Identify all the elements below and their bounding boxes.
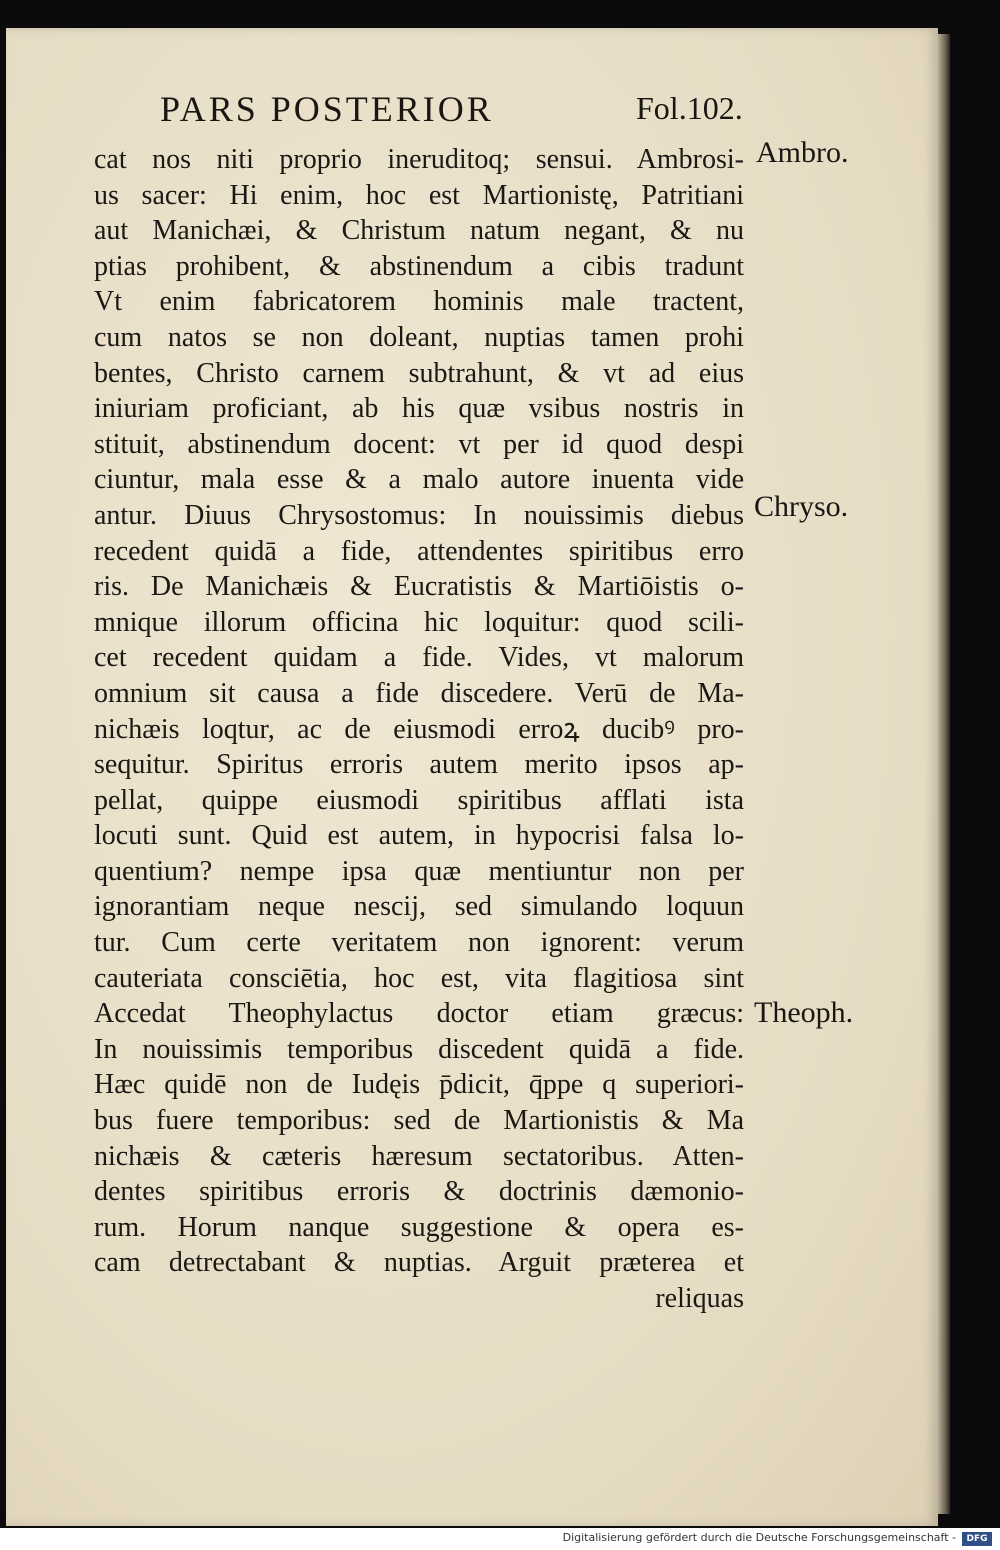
text-line: ptias prohibent, & abstinendum a cibis tradunt — [94, 250, 744, 282]
margin-note-ambrosius: Ambro. — [756, 136, 849, 169]
text-line: recedent quidā a fide, attendentes spiritibus erro — [94, 535, 744, 567]
text-line: ignorantiam neque nescij, sed simulando loquun — [94, 891, 744, 923]
text-line: bus fuere temporibus: sed de Martionistis & Ma — [94, 1105, 744, 1137]
text-line: antur. Diuus Chrysostomus: In nouissimis diebus — [94, 499, 744, 531]
text-line: cet recedent quidam a fide. Vides, vt malorum — [94, 642, 744, 674]
dfg-logo: DFG — [962, 1532, 992, 1546]
main-text-block — [94, 142, 744, 1317]
text-line: locuti sunt. Quid est autem, in hypocrisi falsa lo- — [94, 820, 744, 852]
page-edge — [938, 34, 950, 1514]
margin-note-chrysostomus: Chryso. — [754, 490, 849, 523]
text-line: Accedat Theophylactus doctor etiam græcus: — [94, 998, 744, 1030]
margin-note-theophylactus: Theoph. — [754, 996, 854, 1029]
text-line: cauteriata consciētia, hoc est, vita flagitiosa sint — [94, 962, 744, 994]
text-line: aut Manichæi, & Christum natum negant, & nu — [94, 215, 744, 247]
text-line: rum. Horum nanque suggestione & opera es- — [94, 1211, 744, 1243]
folio-number: Fol.102. — [636, 90, 743, 126]
text-line: cat nos niti proprio ineruditoq; sensui. Ambrosi- — [94, 144, 744, 175]
text-line: quentium? nempe ipsa quæ mentiuntur non per — [94, 855, 744, 887]
text-line: tur. Cum certe veritatem non ignorent: verum — [94, 927, 744, 959]
text-line: dentes spiritibus erroris & doctrinis dæmonio- — [94, 1176, 744, 1208]
text-line: bentes, Christo carnem subtrahunt, & vt ad eius — [94, 357, 744, 389]
text-line: In nouissimis temporibus discedent quidā a fide. — [94, 1033, 744, 1065]
text-line: nichæis loqtur, ac de eiusmodi erroꝝ ducibꝰ pro- — [94, 713, 744, 745]
catchword: reliquas — [655, 1283, 744, 1314]
running-head-title: PARS POSTERIOR — [160, 89, 494, 129]
text-line: Hæc quidē non de Iudęis p̄dicit, q̄ppe q superiori- — [94, 1069, 744, 1101]
text-line: ris. De Manichæis & Eucratistis & Martiōistis o- — [94, 571, 744, 603]
text-line: pellat, quippe eiusmodi spiritibus afflati ista — [94, 784, 744, 816]
footer-bar — [0, 1528, 1000, 1550]
text-line: cum natos se non doleant, nuptias tamen prohi — [94, 321, 744, 353]
text-line: cam detrectabant & nuptias. Arguit præterea et — [94, 1247, 744, 1279]
text-line: us sacer: Hi enim, hoc est Martionistę, Patritiani — [94, 179, 744, 211]
running-head — [160, 88, 760, 132]
text-line: Vt enim fabricatorem hominis male tractent, — [94, 286, 744, 318]
text-line: mnique illorum officina hic loquitur: quod scili- — [94, 606, 744, 638]
text-line: omnium sit causa a fide discedere. Verū de Ma- — [94, 677, 744, 709]
text-line: sequitur. Spiritus erroris autem merito ipsos ap- — [94, 749, 744, 781]
funding-credit: Digitalisierung gefördert durch die Deutsche Forschungsgemeinschaft - — [562, 1531, 956, 1544]
text-line: nichæis & cæteris hæresum sectatoribus. Atten- — [94, 1140, 744, 1172]
text-line: iniuriam proficiant, ab his quæ vsibus nostris in — [94, 393, 744, 425]
text-line: stituit, abstinendum docent: vt per id quod despi — [94, 428, 744, 460]
text-line: ciuntur, mala esse & a malo autore inuenta vide — [94, 464, 744, 496]
